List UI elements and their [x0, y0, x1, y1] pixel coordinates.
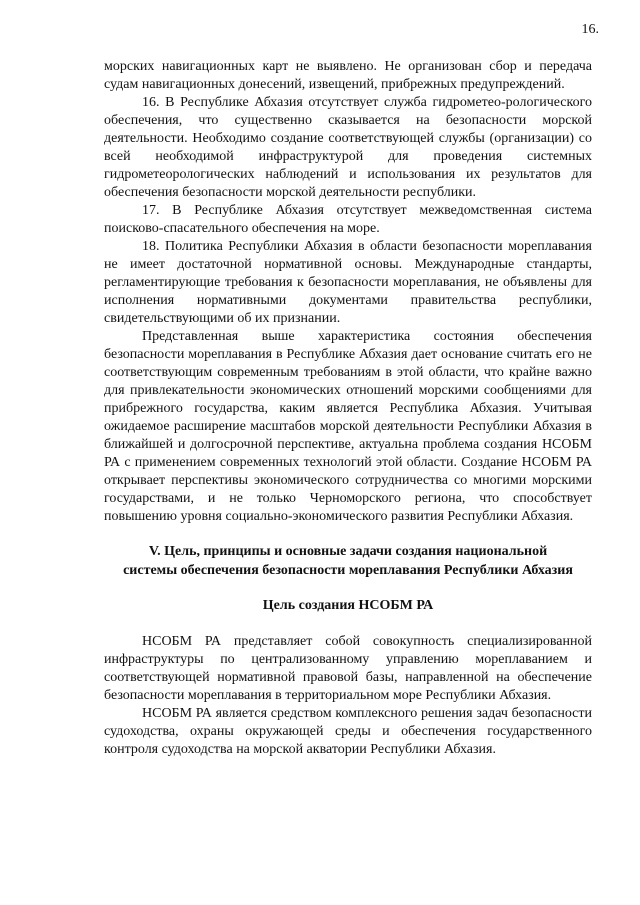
paragraph-item-18: 18. Политика Республики Абхазия в области безопасности мореплавания не имеет достаточной нормативной основы. Международные стандарты, регламентирующие требования к безопасности мореплавания, не объявлены для исполнения нормативными документами правительства республики, свидетельствующими об их признании. [104, 239, 592, 326]
paragraph-item-16: 16. В Республике Абхазия отсутствует служба гидрометео-рологического обеспечения, что существенно сказывается на безопасности морской деятельности. Необходимо создание соответствующей службы (организации) со всей необходимой инфраструктурой для проведения системных гидрометеорологических наблюдений и использования их результатов для обеспечения безопасности морской деятельности республики. [104, 95, 592, 200]
paragraph-summary: Представленная выше характеристика состояния обеспечения безопасности мореплавания в Республике Абхазия дает основание считать его не соответствующим современным требованиям в этой области, что крайне важно для привлекательности экономических отношений морскими сообщениями для прибрежного государства, каким является Республика Абхазия. Учитывая ожидаемое расширение масштабов морской деятельности Республики Абхазия в ближайшей и долгосрочной перспективе, актуальна проблема создания НСОБМ РА с применением современных технологий этой области. Создание НСОБМ РА открывает перспективы экономического сотрудничества со многими морскими государствами, и не только Черноморского региона, что способствует повышению уровня социально-экономического развития Республики Абхазия. [104, 329, 592, 524]
section-heading-line-1: V. Цель, принципы и основные задачи создания национальной [148, 544, 548, 559]
paragraph-means: НСОБМ РА является средством комплексного решения задач безопасности судоходства, охраны окружающей среды и обеспечения государственного контроля судоходства на морской акватории Республики Абхазия. [104, 706, 592, 757]
paragraph-definition: НСОБМ РА представляет собой совокупность специализированной инфраструктуры по централизованному управлению мореплаванием и соответствующей нормативной правовой базы, направленной на обеспечение безопасности мореплавания в территориальном море Республики Абхазия. [104, 634, 592, 703]
subsection-heading: Цель создания НСОБМ РА [262, 598, 434, 613]
section-heading-line-2: системы обеспечения безопасности мореплавания Республики Абхазия [123, 563, 573, 578]
section-heading [104, 542, 592, 580]
paragraph-continuation: морских навигационных карт не выявлено. Не организован сбор и передача судам навигационных донесений, извещений, прибрежных предупреждений. [104, 59, 592, 92]
page-content [104, 58, 592, 759]
page-number: 16. [581, 22, 599, 37]
paragraph-item-17: 17. В Республике Абхазия отсутствует межведомственная система поисково-спасательного обеспечения на море. [104, 203, 592, 236]
